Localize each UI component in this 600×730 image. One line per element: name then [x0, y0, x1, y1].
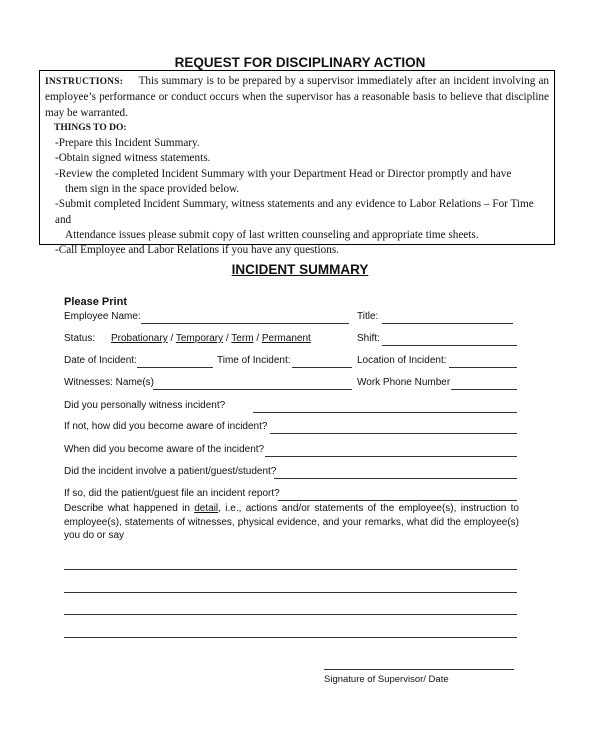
todo-item: -Submit completed Incident Summary, witness statements and any evidence to Labor Relations – For Time and: [55, 198, 534, 226]
instructions-box: [39, 70, 555, 257]
status-option-temporary[interactable]: Temporary: [175, 333, 224, 344]
todo-item: -Prepare this Incident Summary.: [55, 137, 200, 150]
report-question-label: If so, did the patient/guest file an incident report?: [64, 488, 280, 499]
aware-how-question-label: If not, how did you become aware of incident?: [64, 421, 268, 432]
instructions-label: INSTRUCTIONS:: [45, 77, 124, 87]
employee-name-field[interactable]: [141, 323, 349, 324]
todo-item: Attendance issues please submit copy of last written counseling and appropriate time sheets.: [65, 228, 479, 241]
todo-item: them sign in the space provided below.: [65, 183, 240, 196]
status-label: Status:: [64, 333, 96, 344]
work-phone-label: Work Phone Number: [357, 377, 451, 388]
shift-field[interactable]: [382, 345, 517, 346]
status-option-probationary[interactable]: Probationary: [111, 333, 168, 344]
location-of-incident-field[interactable]: [449, 367, 517, 368]
signature-line[interactable]: [324, 669, 514, 670]
please-print-label: Please Print: [64, 296, 127, 308]
describe-emphasis: detail: [194, 503, 219, 514]
status-separator: /: [170, 333, 174, 344]
witnesses-field[interactable]: [153, 389, 352, 390]
signature-label: Signature of Supervisor/ Date: [324, 674, 449, 685]
patient-question-label: Did the incident involve a patient/guest/student?: [64, 466, 277, 477]
incident-summary-title: INCIDENT SUMMARY: [231, 262, 369, 277]
employee-name-label: Employee Name:: [64, 311, 141, 322]
todo-item: -Review the completed Incident Summary with your Department Head or Director promptly and have: [55, 167, 512, 180]
answer-line[interactable]: [64, 592, 517, 593]
status-option-term[interactable]: Term: [231, 333, 254, 344]
instructions-paragraph: [45, 74, 549, 121]
todo-item: -Obtain signed witness statements.: [55, 152, 211, 165]
describe-instructions: [64, 502, 519, 543]
aware-how-question-field[interactable]: [270, 433, 517, 434]
location-of-incident-label: Location of Incident:: [357, 355, 447, 366]
patient-question-field[interactable]: [274, 478, 517, 479]
status-option-permanent[interactable]: Permanent: [261, 333, 311, 344]
date-of-incident-label: Date of Incident:: [64, 355, 137, 366]
answer-line[interactable]: [64, 614, 517, 615]
witness-question-field[interactable]: [253, 412, 517, 413]
instructions-text: This summary is to be prepared by a supervisor immediately after an incident involving an employee’s performance or conduct occurs when the supervisor has a reasonable basis to believe that discipline may be warranted.: [45, 75, 549, 119]
todo-item: -Call Employee and Labor Relations if you have any questions.: [55, 244, 339, 257]
witnesses-label: Witnesses: Name(s): [64, 377, 155, 388]
answer-line[interactable]: [64, 637, 517, 638]
date-of-incident-field[interactable]: [137, 367, 213, 368]
time-of-incident-label: Time of Incident:: [217, 355, 291, 366]
work-phone-field[interactable]: [451, 389, 517, 390]
aware-when-question-field[interactable]: [265, 456, 517, 457]
things-to-do-heading: THINGS TO DO:: [54, 122, 127, 133]
answer-line[interactable]: [64, 569, 517, 570]
time-of-incident-field[interactable]: [292, 367, 352, 368]
aware-when-question-label: When did you become aware of the incident?: [64, 444, 265, 455]
witness-question-label: Did you personally witness incident?: [64, 400, 226, 411]
report-question-field[interactable]: [278, 500, 517, 501]
page-title: REQUEST FOR DISCIPLINARY ACTION: [174, 55, 426, 70]
title-label: Title:: [357, 311, 379, 322]
status-separator: /: [225, 333, 229, 344]
shift-label: Shift:: [357, 333, 380, 344]
describe-prefix: Describe what happened in: [64, 503, 190, 514]
describe-rest: , i.e., actions and/or statements of the employee(s), instruction to employee(s), statements of witnesses, physical evidence, and your remarks, what did the employee(s) you do or say: [64, 503, 519, 541]
status-separator: /: [256, 333, 260, 344]
status-options: [111, 333, 311, 344]
title-field[interactable]: [382, 323, 513, 324]
